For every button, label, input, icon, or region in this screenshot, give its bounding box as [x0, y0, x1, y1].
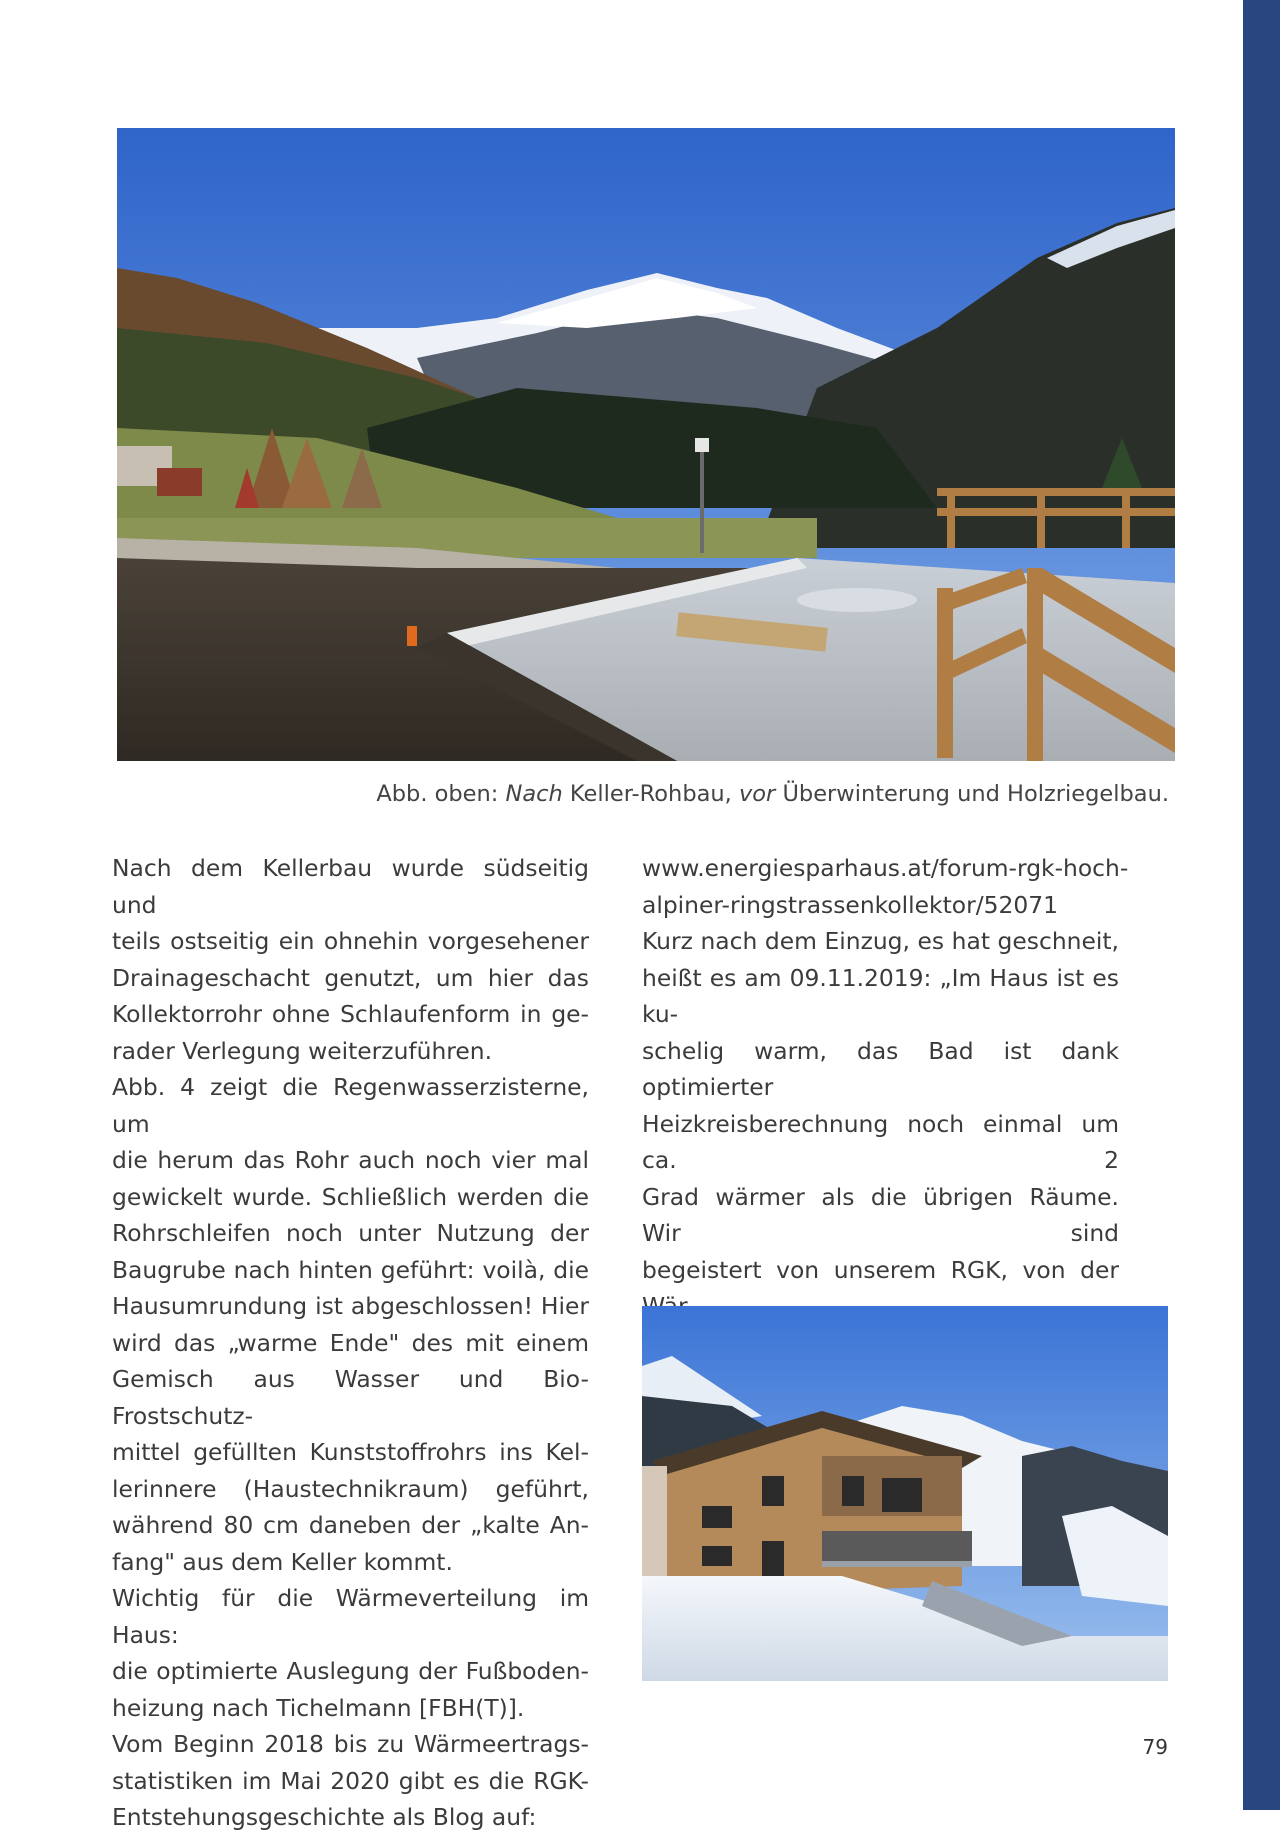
caption-suffix: Überwinterung und Holzriegelbau.: [775, 781, 1169, 807]
blog-url-line: www.energiesparhaus.at/forum-rgk-hoch-: [642, 854, 1129, 882]
left-line: Abb. 4 zeigt die Regenwasserzisterne, um: [112, 1073, 589, 1138]
left-line: die herum das Rohr auch noch vier mal: [112, 1146, 589, 1174]
photo-caption: [117, 778, 1169, 810]
left-line: Baugrube nach hinten geführt: voilà, die: [112, 1255, 589, 1284]
left-line: gewickelt wurde. Schließlich werden die: [112, 1182, 589, 1211]
caption-emphasis-1: Nach: [505, 781, 563, 807]
left-line: Entstehungsgeschichte als Blog auf:: [112, 1803, 537, 1831]
finished-house-photo: [642, 1306, 1168, 1681]
right-line: Kurz nach dem Einzug, es hat geschneit,: [642, 927, 1119, 955]
left-line: Wichtig für die Wärmeverteilung im Haus:: [112, 1584, 589, 1649]
blog-url-line: alpiner-ringstrassenkollektor/52071: [642, 890, 1058, 919]
left-line: während 80 cm daneben der „kalte An-: [112, 1511, 589, 1539]
left-line: die optimierte Auslegung der Fußboden-: [112, 1657, 589, 1685]
basement-construction-photo: [117, 128, 1175, 761]
left-line: statistiken im Mai 2020 gibt es die RGK-: [112, 1766, 589, 1795]
caption-middle: Keller-Rohbau,: [562, 781, 739, 807]
left-line: mittel gefüllten Kunststoffrohrs ins Kel-: [112, 1438, 589, 1466]
left-line: Hausumrundung ist abgeschlossen! Hier: [112, 1292, 589, 1320]
left-line: Rohrschleifen noch unter Nutzung der: [112, 1219, 589, 1247]
right-line: Grad wärmer als die übrigen Räume. Wir sind: [642, 1182, 1119, 1247]
page-number: 79: [1142, 1735, 1168, 1759]
right-line: schelig warm, das Bad ist dank optimierter: [642, 1036, 1119, 1101]
left-line: Kollektorrohr ohne Schlaufenform in ge-: [112, 1000, 589, 1028]
left-line: Gemisch aus Wasser und Bio-Frostschutz-: [112, 1365, 589, 1430]
left-line: Drainageschacht genutzt, um hier das: [112, 963, 589, 992]
caption-prefix: Abb. oben:: [376, 781, 506, 807]
left-line: fang" aus dem Keller kommt.: [112, 1547, 453, 1576]
left-line: rader Verlegung weiterzuführen.: [112, 1036, 493, 1065]
right-line: heißt es am 09.11.2019: „Im Haus ist es ku-: [642, 963, 1119, 1028]
left-line: teils ostseitig ein ohnehin vorgesehener: [112, 927, 589, 955]
right-line: Heizkreisberechnung noch einmal um ca. 2: [642, 1109, 1119, 1174]
left-line: wird das „warme Ende" des mit einem: [112, 1328, 589, 1357]
caption-emphasis-2: vor: [738, 781, 776, 807]
left-line: lerinnere (Haustechnikraum) geführt,: [112, 1474, 589, 1503]
left-line: heizung nach Tichelmann [FBH(T)].: [112, 1693, 525, 1722]
left-line: Vom Beginn 2018 bis zu Wärmeertrags-: [112, 1730, 589, 1758]
left-text-column: [112, 850, 589, 1836]
page-edge-bar: [1243, 0, 1280, 1810]
right-line: begeistert von unserem RGK, von der: [642, 1255, 1119, 1284]
left-line: Nach dem Kellerbau wurde südseitig und: [112, 854, 589, 919]
